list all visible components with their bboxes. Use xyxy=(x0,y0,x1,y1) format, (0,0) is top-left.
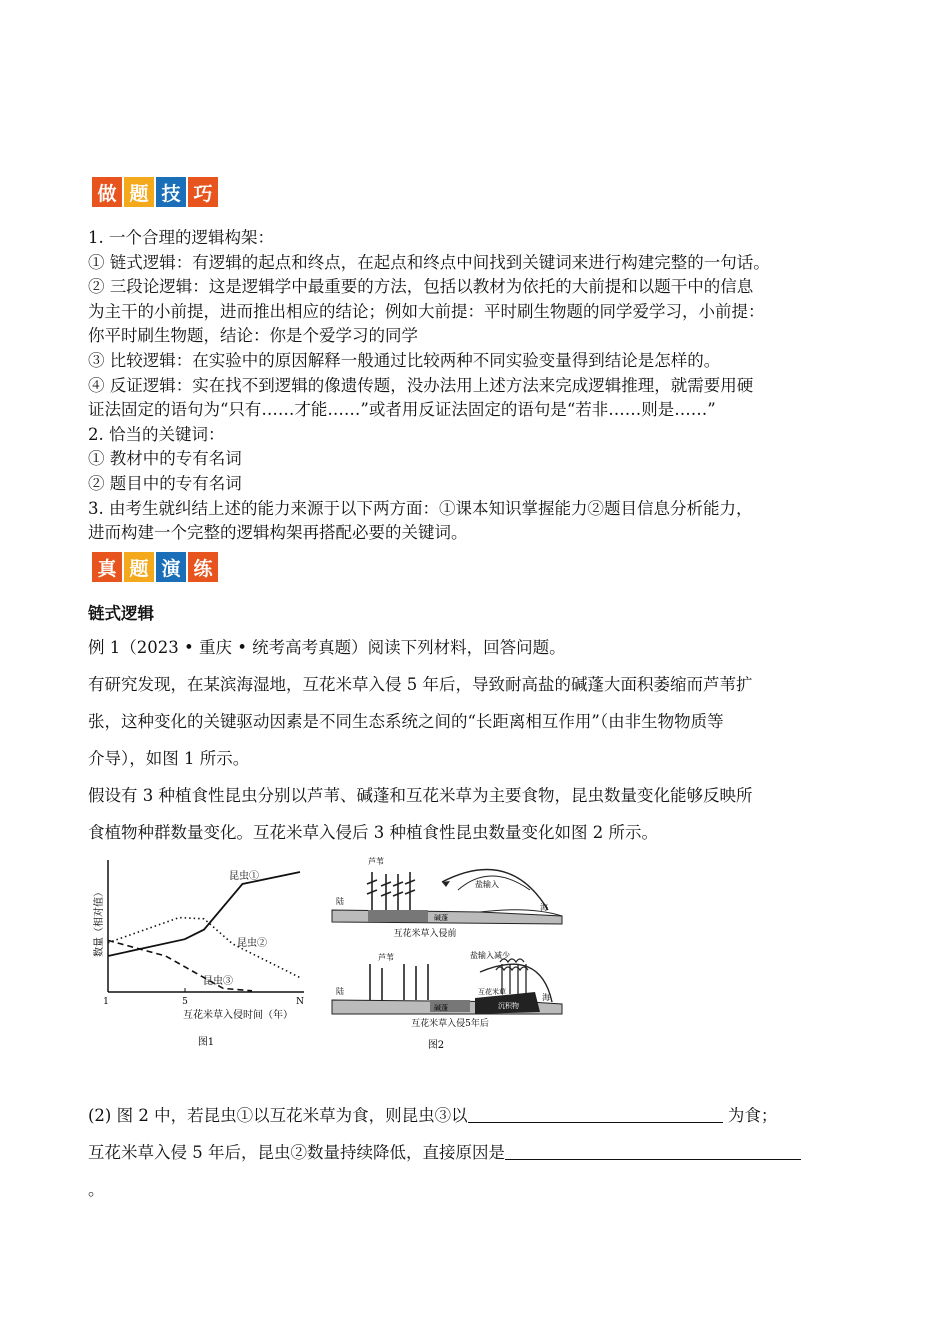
figure-1 xyxy=(88,852,318,1056)
question-text: 为食； xyxy=(727,1106,778,1125)
x-tick-label: N xyxy=(296,997,304,1007)
tips-line: 2. 恰当的关键词： xyxy=(88,424,225,444)
series-group xyxy=(108,872,300,991)
suaeda-zone xyxy=(368,910,428,922)
figure-caption: 图2 xyxy=(427,1040,445,1051)
reed-label: 芦苇 xyxy=(378,953,394,962)
tips-line: 为主干的小前提，进而推出相应的结论；例如大前提：平时刷生物题的同学爱学习，小前提： xyxy=(88,301,765,321)
salt-in-less-label: 盐输入减少 xyxy=(470,951,510,960)
panel-after xyxy=(332,950,562,1029)
tips-line: 进而构建一个完整的逻辑构架再搭配必要的关键词。 xyxy=(88,523,468,543)
answer-blank-2[interactable] xyxy=(505,1141,801,1160)
example-section xyxy=(88,629,878,851)
salt-arrow-head xyxy=(442,881,450,887)
badge-char: 真 xyxy=(92,552,122,582)
section-title: 链式逻辑 xyxy=(88,604,154,623)
sea-label: 海 xyxy=(540,903,548,912)
tips-badge xyxy=(92,177,218,207)
figure-caption: 图1 xyxy=(197,1037,215,1048)
suaeda-label: 碱蓬 xyxy=(434,1004,448,1012)
insect-chart xyxy=(88,852,318,1052)
example-line: 张，这种变化的关键驱动因素是不同生态系统之间的“长距离相互作用”（由非生物物质等 xyxy=(88,712,724,731)
question-line-2 xyxy=(88,1134,878,1171)
reed-plants xyxy=(367,872,415,910)
before-label: 互花米草入侵前 xyxy=(393,929,457,939)
tips-line: ④ 反证逻辑：实在找不到逻辑的像遗传题，没办法用上述方法来完成逻辑推理，就需要用硬 xyxy=(88,375,754,395)
badge-char: 演 xyxy=(156,552,186,582)
tips-line: ③ 比较逻辑：在实验中的原因解释一般通过比较两种不同实验变量得到结论是怎样的。 xyxy=(88,350,721,370)
after-label: 互花米草入侵5年后 xyxy=(411,1019,489,1029)
x-tick-label: 1 xyxy=(103,997,109,1007)
tips-line: 你平时刷生物题，结论：你是个爱学习的同学 xyxy=(88,326,418,346)
example-line: 食植物种群数量变化。互花米草入侵后 3 种植食性昆虫数量变化如图 2 所示。 xyxy=(88,823,658,842)
question-text: (2) 图 2 中，若昆虫①以互花米草为食，则昆虫③以 xyxy=(88,1106,468,1125)
reed-plants xyxy=(370,964,428,1000)
question-line-1 xyxy=(88,1097,878,1134)
y-axis-label: 数量（相对值） xyxy=(94,887,105,957)
tips-section xyxy=(88,226,878,546)
question-end: 。 xyxy=(88,1180,105,1199)
suaeda-label: 碱蓬 xyxy=(434,914,448,922)
tips-line: ② 三段论逻辑：这是逻辑学中最重要的方法，包括以教材为依托的大前提和以题干中的信息 xyxy=(88,277,754,297)
example-line: 例 1（2023 • 重庆 • 统考高考真题）阅读下列材料，回答问题。 xyxy=(88,638,566,657)
tips-line: ② 题目中的专有名词 xyxy=(88,473,242,493)
salt-in-label: 盐输入 xyxy=(475,880,499,889)
sediment-label: 沉积物 xyxy=(498,1002,519,1010)
x-axis-label: 互花米草入侵时间（年） xyxy=(183,1010,293,1021)
badge-char: 题 xyxy=(124,177,154,207)
series-line-insect-1 xyxy=(108,872,300,956)
badge-char: 巧 xyxy=(188,177,218,207)
sea-label: 海 xyxy=(542,993,550,1002)
question-section xyxy=(88,1097,878,1208)
tips-line: 1. 一个合理的逻辑构架： xyxy=(88,228,274,247)
answer-blank-1[interactable] xyxy=(468,1104,723,1123)
badge-char: 练 xyxy=(188,552,218,582)
tips-line: ① 教材中的专有名词 xyxy=(88,449,242,469)
question-text: 互花米草入侵 5 年后，昆虫②数量持续降低，直接原因是 xyxy=(88,1143,505,1162)
example-line: 假设有 3 种植食性昆虫分别以芦苇、碱蓬和互花米草为主要食物，昆虫数量变化能够反映所 xyxy=(88,786,753,805)
figure-2 xyxy=(330,852,570,1061)
series-label-3: 昆虫③ xyxy=(203,976,233,987)
series-label-1: 昆虫① xyxy=(229,871,259,882)
badge-char: 题 xyxy=(124,552,154,582)
land-label: 陆 xyxy=(336,987,344,996)
practice-badge xyxy=(92,552,218,582)
tips-line: 3. 由考生就纠结上述的能力来源于以下两方面：①课本知识掌握能力②题目信息分析能力， xyxy=(88,498,753,518)
example-line: 介导），如图 1 所示。 xyxy=(88,749,250,768)
series-label-2: 昆虫② xyxy=(237,938,267,949)
series-line-insect-2 xyxy=(108,918,300,978)
land-label: 陆 xyxy=(336,897,344,906)
question-line-3 xyxy=(88,1171,878,1208)
tips-line: 证法固定的语句为“只有……才能……”或者用反证法固定的语句是“若非……则是……” xyxy=(88,400,716,420)
tips-line: ① 链式逻辑：有逻辑的起点和终点，在起点和终点中间找到关键词来进行构建完整的一句话。 xyxy=(88,252,770,272)
example-line: 有研究发现，在某滨海湿地，互花米草入侵 5 年后，导致耐高盐的碱蓬大面积萎缩而芦苇扩 xyxy=(88,675,753,694)
badge-char: 技 xyxy=(156,177,186,207)
x-tick-label: 5 xyxy=(182,997,188,1007)
spartina-label: 互花米草 xyxy=(478,988,506,996)
panel-before xyxy=(332,856,562,939)
wetland-diagram xyxy=(330,852,570,1057)
reed-label: 芦苇 xyxy=(368,857,384,866)
badge-char: 做 xyxy=(92,177,122,207)
